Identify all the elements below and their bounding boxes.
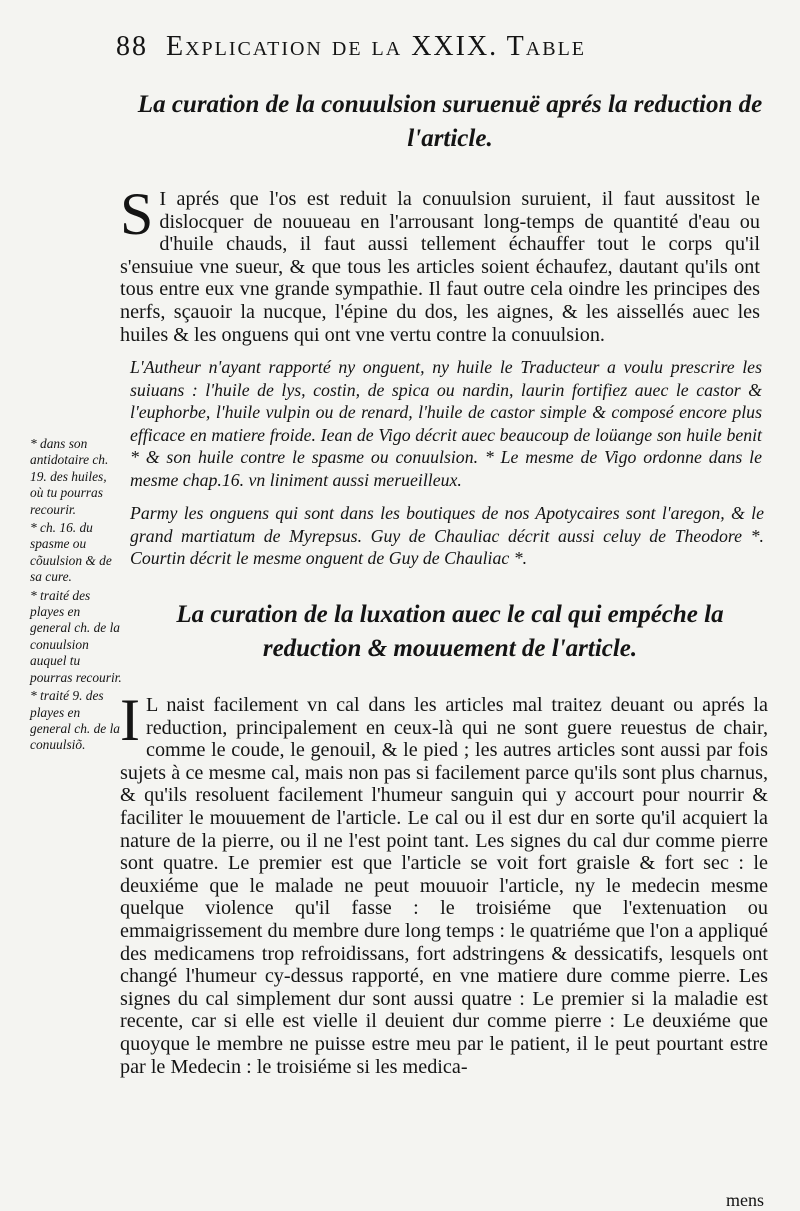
paragraph-text: L naist facilement vn cal dans les articles mal traitez deuant ou aprés la reduction, principalement en ceux-là qui ne sont guere reuestus de chair, comme le coude, le genouil, & le pied ; les autres articles sont aussi par fois sujets à ce mesme cal, mais non pas si facilement parce qu'ils sont plus charnus, & qu'ils resoluent facilement l'humeur sanguin qui y accourt pour nourrir & faciliter le mouuement de l'article. Le cal ou il est dur en sorte qu'il acquiert la nature de la pierre, ou il ne l'est point tant. Les signes du cal dur comme pierre sont quatre. Le premier est que l'article se voit fort graisle & fort sec : le deuxiéme que le malade ne peut mouuoir l'article, ny le medecin mesme quelque violence qu'il fasse : le troisiéme que l'extenuation ou emmaigrissement du membre dure long temps : le quatriéme que l'on a appliqué des medicamens trop refroidissans, fort adstringens & dessicatifs, lesquels ont changé l'humeur cy-dessus rapporté, en vne matiere dure comme pierre. Les signes du cal simplement dur sont aussi quatre : Le premier si la maladie est recente, car si elle est vielle il deuient dur comme pierre : Le deuxiéme que quoyque le membre ne puisse estre meu par le patient, il le peut pourtant estre par le Medecin : le troisiéme si les medica- [120, 694, 768, 1078]
margin-note: * ch. 16. du spasme ou cõuulsion & de sa cure. [30, 520, 112, 585]
paragraph-luxation [120, 687, 768, 1078]
margin-note: * traité 9. des playes en general ch. de la conuulsiõ. [30, 688, 120, 753]
margin-note: * dans son antidotaire ch. 19. des huiles, où tu pourras recourir. [30, 436, 109, 517]
margin-note: * traité des playes en general ch. de la conuulsion auquel tu pourras recourir. [30, 587, 122, 685]
running-title: Explication de la XXIX. Table [166, 31, 586, 62]
section-heading-luxation: La curation de la luxation auec le cal qui empéche la reduction & mouuement de l'article. [176, 601, 724, 662]
translator-note-ointments: Parmy les onguens qui sont dans les boutiques de nos Apotycaires sont l'aregon, & le grand martiatum de Myrepsus. Guy de Chauliac décrit aussi celuy de Theodore *. Courtin décrit le mesme onguent de Guy de Chauliac *. [130, 503, 764, 569]
drop-cap: S [120, 181, 154, 247]
page-number: 88 [116, 31, 148, 62]
section-heading-convulsion: La curation de la conuulsion suruenuë aprés la reduction de l'article. [137, 91, 763, 152]
margin-notes [30, 436, 122, 756]
running-head [116, 30, 736, 64]
drop-cap: I [120, 687, 140, 753]
translator-note-oils: L'Autheur n'ayant rapporté ny onguent, ny huile le Traducteur a voulu prescrire les suiuans : l'huile de lys, costin, de spica ou nardin, laurin fortifiez auec le castor & l'euphorbe, l'huile vulpin ou de renard, l'huile de castor simple & composé encore plus efficace en matiere froide. Iean de Vigo décrit auec beaucoup de loüange son huile benit * & son huile contre le spasme ou conuulsion. * Le mesme de Vigo ordonne dans le mesme chap.16. vn liniment aussi merueilleux. [130, 357, 762, 490]
paragraph-text: I aprés que l'os est reduit la conuulsion suruient, il faut aussitost le dislocquer de nouueau en l'arrousant long-temps de quantité d'eau ou d'huile chauds, il faut aussi tellement échauffer tout le corps qu'il s'ensuiue vne sueur, & que tous les articles soient échaufez, dautant qu'ils ont tous entre eux vne grande sympathie. Il faut outre cela oindre les principes des nerfs, sçauoir la nucque, l'épine du dos, les aignes, & les aissellés auec les huiles & les onguens qui ont vne vertu contre la conuulsion. [120, 188, 760, 346]
catchword: mens [726, 1190, 764, 1210]
paragraph-convulsion [120, 181, 760, 346]
